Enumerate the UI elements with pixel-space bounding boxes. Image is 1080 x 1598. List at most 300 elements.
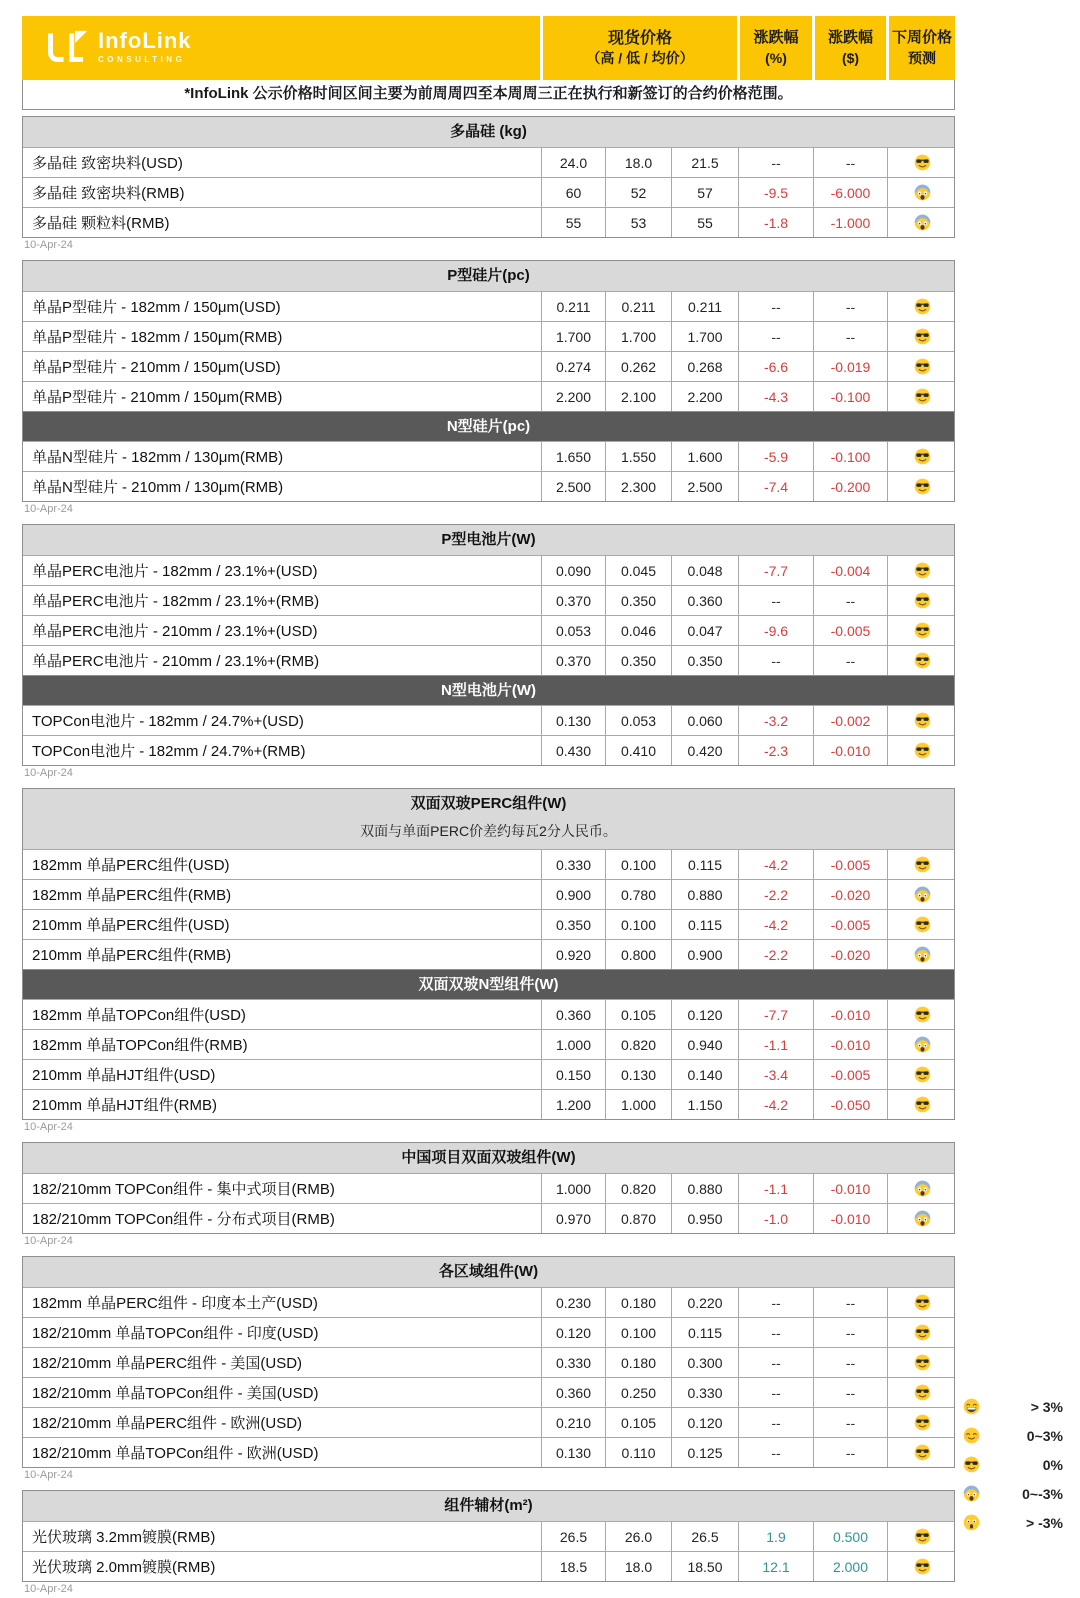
item-name: 单晶P型硅片 - 182mm / 150μm(USD) xyxy=(32,299,281,316)
item-name: 182/210mm 单晶TOPCon组件 - 美国(USD) xyxy=(32,1385,319,1402)
forecast-cell xyxy=(887,322,956,351)
forecast-cell xyxy=(887,1030,956,1059)
change-pct: -1.1 xyxy=(738,1174,813,1203)
table-row xyxy=(23,291,954,321)
item-name: 光伏玻璃 3.2mm镀膜(RMB) xyxy=(32,1529,216,1546)
change-abs: -- xyxy=(813,586,887,615)
sunglasses-emoji-icon xyxy=(914,1294,931,1311)
change-pct: -1.1 xyxy=(738,1030,813,1059)
price-high: 0.370 xyxy=(541,586,605,615)
price-avg: 1.700 xyxy=(671,322,738,351)
sunglasses-emoji-icon xyxy=(914,328,931,345)
price-high: 26.5 xyxy=(541,1522,605,1551)
sunglasses-emoji-icon xyxy=(914,592,931,609)
sunglasses-emoji-icon xyxy=(914,652,931,669)
scream-emoji-icon xyxy=(914,946,931,963)
price-avg: 26.5 xyxy=(671,1522,738,1551)
report-header xyxy=(22,16,955,80)
sunglasses-emoji-icon xyxy=(914,742,931,759)
price-low: 0.110 xyxy=(605,1438,671,1467)
price-low: 2.100 xyxy=(605,382,671,411)
section-title: 双面双玻PERC组件(W) xyxy=(23,789,954,819)
change-abs: -0.002 xyxy=(813,706,887,735)
change-abs: -- xyxy=(813,292,887,321)
forecast-cell xyxy=(887,880,956,909)
price-low: 52 xyxy=(605,178,671,207)
spot-price-subtitle: （高 / 低 / 均价） xyxy=(586,50,694,67)
section-title: 组件辅材(m²) xyxy=(23,1491,954,1521)
change-pct: -- xyxy=(738,148,813,177)
forecast-cell xyxy=(887,472,956,501)
forecast-cell xyxy=(887,616,956,645)
price-avg: 0.211 xyxy=(671,292,738,321)
price-low: 0.211 xyxy=(605,292,671,321)
item-name: 单晶PERC电池片 - 210mm / 23.1%+(USD) xyxy=(32,623,318,640)
change-pct: 1.9 xyxy=(738,1522,813,1551)
forecast-cell xyxy=(887,148,956,177)
price-avg: 0.360 xyxy=(671,586,738,615)
item-name: 单晶P型硅片 - 182mm / 150μm(RMB) xyxy=(32,329,283,346)
date-stamp: 10-Apr-24 xyxy=(24,1583,73,1595)
table-row xyxy=(23,1521,954,1551)
table-row xyxy=(23,1173,954,1203)
section-title: 多晶硅 (kg) xyxy=(23,117,954,147)
change-abs: -0.010 xyxy=(813,736,887,765)
price-high: 0.900 xyxy=(541,880,605,909)
change-abs: 2.000 xyxy=(813,1552,887,1581)
legend-item xyxy=(963,1508,1063,1537)
change-pct: -9.5 xyxy=(738,178,813,207)
price-low: 0.105 xyxy=(605,1408,671,1437)
change-abs: -- xyxy=(813,148,887,177)
scream-emoji-icon xyxy=(914,214,931,231)
change-abs: -0.100 xyxy=(813,382,887,411)
change-abs: -- xyxy=(813,1438,887,1467)
price-table-groups xyxy=(22,116,955,1598)
item-name: 单晶P型硅片 - 210mm / 150μm(USD) xyxy=(32,359,281,376)
date-stamp: 10-Apr-24 xyxy=(24,503,73,515)
sunglasses-emoji-icon xyxy=(914,1444,931,1461)
section-title: P型电池片(W) xyxy=(23,525,954,555)
scream-emoji-icon xyxy=(914,1210,931,1227)
price-low: 0.870 xyxy=(605,1204,671,1233)
scream-emoji-icon xyxy=(914,1180,931,1197)
price-low: 0.053 xyxy=(605,706,671,735)
change-abs: -0.010 xyxy=(813,1000,887,1029)
forecast-cell xyxy=(887,1174,956,1203)
change-abs: -0.004 xyxy=(813,556,887,585)
change-pct: -1.0 xyxy=(738,1204,813,1233)
change-abs: -- xyxy=(813,1378,887,1407)
price-avg: 0.300 xyxy=(671,1348,738,1377)
table-row xyxy=(23,615,954,645)
price-low: 26.0 xyxy=(605,1522,671,1551)
forecast-cell xyxy=(887,442,956,471)
price-low: 53 xyxy=(605,208,671,237)
astonished-emoji-icon xyxy=(963,1514,981,1532)
scream-emoji-icon xyxy=(914,184,931,201)
change-pct-header: 涨跌幅 (%) xyxy=(737,16,812,80)
change-abs: -0.010 xyxy=(813,1204,887,1233)
price-low: 0.100 xyxy=(605,1318,671,1347)
change-pct: -1.8 xyxy=(738,208,813,237)
price-high: 2.500 xyxy=(541,472,605,501)
section-title: 中国项目双面双玻组件(W) xyxy=(23,1143,954,1173)
price-high: 1.650 xyxy=(541,442,605,471)
price-avg: 2.500 xyxy=(671,472,738,501)
forecast-cell xyxy=(887,352,956,381)
table-row xyxy=(23,147,954,177)
price-avg: 1.150 xyxy=(671,1090,738,1119)
change-pct: -- xyxy=(738,292,813,321)
forecast-cell xyxy=(887,646,956,675)
change-abs: -0.050 xyxy=(813,1090,887,1119)
price-high: 1.200 xyxy=(541,1090,605,1119)
price-avg: 0.047 xyxy=(671,616,738,645)
item-name: 182/210mm 单晶PERC组件 - 欧洲(USD) xyxy=(32,1415,303,1432)
price-low: 0.046 xyxy=(605,616,671,645)
change-abs: -1.000 xyxy=(813,208,887,237)
forecast-cell xyxy=(887,382,956,411)
item-name: 单晶PERC电池片 - 182mm / 23.1%+(RMB) xyxy=(32,593,320,610)
sunglasses-emoji-icon xyxy=(914,916,931,933)
item-name: 210mm 单晶PERC组件(USD) xyxy=(32,917,230,934)
price-high: 0.120 xyxy=(541,1318,605,1347)
price-avg: 0.115 xyxy=(671,1318,738,1347)
legend-label: 0% xyxy=(1042,1456,1063,1473)
infolink-logo-icon xyxy=(44,26,88,70)
item-name: 多晶硅 致密块料(USD) xyxy=(32,155,183,172)
price-low: 18.0 xyxy=(605,148,671,177)
change-pct: -7.4 xyxy=(738,472,813,501)
price-high: 24.0 xyxy=(541,148,605,177)
section-title: 双面双玻N型组件(W) xyxy=(23,969,954,999)
price-high: 0.230 xyxy=(541,1288,605,1317)
table-row xyxy=(23,645,954,675)
item-name: 光伏玻璃 2.0mm镀膜(RMB) xyxy=(32,1559,216,1576)
forecast-cell xyxy=(887,1408,956,1437)
price-high: 0.130 xyxy=(541,706,605,735)
item-name: 182mm 单晶PERC组件 - 印度本土产(USD) xyxy=(32,1295,318,1312)
table-row xyxy=(23,1059,954,1089)
price-low: 0.820 xyxy=(605,1030,671,1059)
price-low: 0.105 xyxy=(605,1000,671,1029)
item-name: 182/210mm 单晶TOPCon组件 - 印度(USD) xyxy=(32,1325,319,1342)
table-row xyxy=(23,909,954,939)
brand-subname: CONSULTING xyxy=(98,55,186,65)
change-pct: -7.7 xyxy=(738,556,813,585)
item-name: 单晶PERC电池片 - 210mm / 23.1%+(RMB) xyxy=(32,653,320,670)
sunglasses-emoji-icon xyxy=(914,1096,931,1113)
price-low: 0.180 xyxy=(605,1348,671,1377)
table-row xyxy=(23,735,954,765)
change-pct: -- xyxy=(738,586,813,615)
change-pct: -- xyxy=(738,1438,813,1467)
table-row xyxy=(23,1203,954,1233)
change-pct: -6.6 xyxy=(738,352,813,381)
forecast-cell xyxy=(887,1090,956,1119)
scream-emoji-icon xyxy=(914,886,931,903)
price-high: 0.130 xyxy=(541,1438,605,1467)
price-avg: 0.880 xyxy=(671,880,738,909)
spot-price-header xyxy=(540,16,737,80)
change-pct: -5.9 xyxy=(738,442,813,471)
change-abs: 0.500 xyxy=(813,1522,887,1551)
price-avg: 0.900 xyxy=(671,940,738,969)
scream-emoji-icon xyxy=(963,1485,981,1503)
item-name: 单晶N型硅片 - 182mm / 130μm(RMB) xyxy=(32,449,284,466)
price-high: 0.210 xyxy=(541,1408,605,1437)
price-high: 1.000 xyxy=(541,1174,605,1203)
table-row xyxy=(23,1407,954,1437)
item-name: 182/210mm 单晶PERC组件 - 美国(USD) xyxy=(32,1355,303,1372)
price-avg: 0.120 xyxy=(671,1000,738,1029)
price-low: 0.350 xyxy=(605,586,671,615)
price-low: 2.300 xyxy=(605,472,671,501)
forecast-cell xyxy=(887,736,956,765)
price-low: 0.130 xyxy=(605,1060,671,1089)
forecast-legend xyxy=(963,1392,1063,1537)
forecast-cell xyxy=(887,706,956,735)
table-row xyxy=(23,177,954,207)
change-pct: -7.7 xyxy=(738,1000,813,1029)
sunglasses-emoji-icon xyxy=(914,358,931,375)
change-pct: -- xyxy=(738,1288,813,1317)
price-low: 0.800 xyxy=(605,940,671,969)
change-abs: -0.005 xyxy=(813,850,887,879)
price-avg: 2.200 xyxy=(671,382,738,411)
change-pct: -3.4 xyxy=(738,1060,813,1089)
price-high: 2.200 xyxy=(541,382,605,411)
forecast-cell xyxy=(887,1378,956,1407)
table-row xyxy=(23,939,954,969)
item-name: 182/210mm 单晶TOPCon组件 - 欧洲(USD) xyxy=(32,1445,319,1462)
price-high: 0.211 xyxy=(541,292,605,321)
item-name: 182/210mm TOPCon组件 - 集中式项目(RMB) xyxy=(32,1181,335,1198)
price-avg: 0.880 xyxy=(671,1174,738,1203)
sunglasses-emoji-icon xyxy=(914,388,931,405)
date-stamp: 10-Apr-24 xyxy=(24,767,73,779)
table-row xyxy=(23,1089,954,1119)
table-row xyxy=(23,1347,954,1377)
section-table xyxy=(22,524,955,766)
item-name: 182/210mm TOPCon组件 - 分布式项目(RMB) xyxy=(32,1211,335,1228)
change-abs: -- xyxy=(813,1288,887,1317)
section-title: 各区域组件(W) xyxy=(23,1257,954,1287)
price-avg: 57 xyxy=(671,178,738,207)
price-high: 0.330 xyxy=(541,1348,605,1377)
change-pct: -2.2 xyxy=(738,880,813,909)
price-high: 0.970 xyxy=(541,1204,605,1233)
price-high: 0.370 xyxy=(541,646,605,675)
brand-logo xyxy=(22,16,540,80)
change-pct: -4.2 xyxy=(738,850,813,879)
scream-emoji-icon xyxy=(914,1036,931,1053)
price-high: 0.330 xyxy=(541,850,605,879)
item-name: 182mm 单晶PERC组件(RMB) xyxy=(32,887,232,904)
date-stamp: 10-Apr-24 xyxy=(24,1469,73,1481)
section-title: N型硅片(pc) xyxy=(23,411,954,441)
price-avg: 0.125 xyxy=(671,1438,738,1467)
forecast-cell xyxy=(887,556,956,585)
change-abs: -- xyxy=(813,646,887,675)
table-row xyxy=(23,471,954,501)
forecast-cell xyxy=(887,1318,956,1347)
sunglasses-emoji-icon xyxy=(914,448,931,465)
item-name: 单晶P型硅片 - 210mm / 150μm(RMB) xyxy=(32,389,283,406)
change-abs: -0.010 xyxy=(813,1174,887,1203)
price-high: 60 xyxy=(541,178,605,207)
sunglasses-emoji-icon xyxy=(914,856,931,873)
change-abs: -6.000 xyxy=(813,178,887,207)
price-low: 0.045 xyxy=(605,556,671,585)
section-table xyxy=(22,788,955,1120)
price-avg: 0.330 xyxy=(671,1378,738,1407)
price-avg: 0.420 xyxy=(671,736,738,765)
legend-item xyxy=(963,1450,1063,1479)
change-pct: -2.3 xyxy=(738,736,813,765)
sunglasses-emoji-icon xyxy=(914,712,931,729)
price-avg: 0.048 xyxy=(671,556,738,585)
table-row xyxy=(23,351,954,381)
forecast-cell xyxy=(887,208,956,237)
price-avg: 0.220 xyxy=(671,1288,738,1317)
price-high: 0.274 xyxy=(541,352,605,381)
sunglasses-emoji-icon xyxy=(914,1354,931,1371)
price-avg: 0.140 xyxy=(671,1060,738,1089)
price-avg: 1.600 xyxy=(671,442,738,471)
change-abs: -0.005 xyxy=(813,910,887,939)
change-pct: -- xyxy=(738,1378,813,1407)
price-avg: 0.950 xyxy=(671,1204,738,1233)
table-row xyxy=(23,999,954,1029)
change-pct: -9.6 xyxy=(738,616,813,645)
forecast-header: 下周价格 预测 xyxy=(886,16,955,80)
price-low: 1.000 xyxy=(605,1090,671,1119)
change-pct: -4.2 xyxy=(738,1090,813,1119)
price-avg: 0.350 xyxy=(671,646,738,675)
change-pct: -4.3 xyxy=(738,382,813,411)
sunglasses-emoji-icon xyxy=(963,1456,981,1474)
table-row xyxy=(23,1287,954,1317)
section-table xyxy=(22,1142,955,1234)
table-row xyxy=(23,585,954,615)
price-low: 0.410 xyxy=(605,736,671,765)
table-row xyxy=(23,1551,954,1581)
price-high: 55 xyxy=(541,208,605,237)
forecast-cell xyxy=(887,1438,956,1467)
price-high: 0.350 xyxy=(541,910,605,939)
price-low: 0.100 xyxy=(605,910,671,939)
change-pct: -3.2 xyxy=(738,706,813,735)
item-name: TOPCon电池片 - 182mm / 24.7%+(RMB) xyxy=(32,743,306,760)
smile-emoji-icon xyxy=(963,1427,981,1445)
forecast-cell xyxy=(887,1288,956,1317)
section-subtitle: 双面与单面PERC价差约每瓦2分人民币。 xyxy=(23,819,954,849)
forecast-cell xyxy=(887,1204,956,1233)
sunglasses-emoji-icon xyxy=(914,1558,931,1575)
change-abs: -0.100 xyxy=(813,442,887,471)
forecast-cell xyxy=(887,850,956,879)
legend-label: > 3% xyxy=(1030,1398,1063,1415)
table-row xyxy=(23,1029,954,1059)
sunglasses-emoji-icon xyxy=(914,1006,931,1023)
price-high: 0.053 xyxy=(541,616,605,645)
sunglasses-emoji-icon xyxy=(914,1384,931,1401)
price-low: 1.700 xyxy=(605,322,671,351)
sunglasses-emoji-icon xyxy=(914,1324,931,1341)
change-abs: -0.020 xyxy=(813,880,887,909)
legend-label: 0~3% xyxy=(1026,1427,1063,1444)
date-stamp: 10-Apr-24 xyxy=(24,1121,73,1133)
price-high: 0.090 xyxy=(541,556,605,585)
table-row xyxy=(23,555,954,585)
section-table xyxy=(22,116,955,238)
legend-item xyxy=(963,1479,1063,1508)
sunglasses-emoji-icon xyxy=(914,1066,931,1083)
price-high: 0.360 xyxy=(541,1378,605,1407)
section-title: P型硅片(pc) xyxy=(23,261,954,291)
sunglasses-emoji-icon xyxy=(914,562,931,579)
price-high: 0.150 xyxy=(541,1060,605,1089)
table-row xyxy=(23,381,954,411)
sunglasses-emoji-icon xyxy=(914,298,931,315)
legend-label: > -3% xyxy=(1026,1514,1063,1531)
price-report xyxy=(22,16,955,1598)
change-abs: -0.010 xyxy=(813,1030,887,1059)
date-stamp: 10-Apr-24 xyxy=(24,239,73,251)
date-stamp: 10-Apr-24 xyxy=(24,1235,73,1247)
change-pct: -- xyxy=(738,1318,813,1347)
item-name: TOPCon电池片 - 182mm / 24.7%+(USD) xyxy=(32,713,304,730)
sunglasses-emoji-icon xyxy=(914,1528,931,1545)
table-row xyxy=(23,849,954,879)
item-name: 182mm 单晶PERC组件(USD) xyxy=(32,857,230,874)
price-low: 0.820 xyxy=(605,1174,671,1203)
table-row xyxy=(23,1317,954,1347)
price-high: 1.700 xyxy=(541,322,605,351)
brand-name: InfoLink xyxy=(98,28,192,54)
grin-emoji-icon xyxy=(963,1398,981,1416)
change-abs: -0.020 xyxy=(813,940,887,969)
section-title: N型电池片(W) xyxy=(23,675,954,705)
forecast-cell xyxy=(887,178,956,207)
price-low: 0.350 xyxy=(605,646,671,675)
price-avg: 0.940 xyxy=(671,1030,738,1059)
change-pct: -2.2 xyxy=(738,940,813,969)
item-name: 单晶N型硅片 - 210mm / 130μm(RMB) xyxy=(32,479,284,496)
forecast-cell xyxy=(887,1522,956,1551)
forecast-cell xyxy=(887,586,956,615)
forecast-cell xyxy=(887,910,956,939)
change-pct: -- xyxy=(738,1348,813,1377)
forecast-cell xyxy=(887,1552,956,1581)
price-low: 18.0 xyxy=(605,1552,671,1581)
item-name: 182mm 单晶TOPCon组件(RMB) xyxy=(32,1037,248,1054)
price-avg: 0.115 xyxy=(671,910,738,939)
change-abs: -- xyxy=(813,1318,887,1347)
change-pct: -- xyxy=(738,322,813,351)
sunglasses-emoji-icon xyxy=(914,478,931,495)
price-avg: 18.50 xyxy=(671,1552,738,1581)
table-row xyxy=(23,321,954,351)
table-row xyxy=(23,441,954,471)
change-abs-header: 涨跌幅 ($) xyxy=(812,16,886,80)
change-abs: -- xyxy=(813,322,887,351)
price-low: 0.100 xyxy=(605,850,671,879)
sunglasses-emoji-icon xyxy=(914,1414,931,1431)
change-abs: -0.005 xyxy=(813,1060,887,1089)
